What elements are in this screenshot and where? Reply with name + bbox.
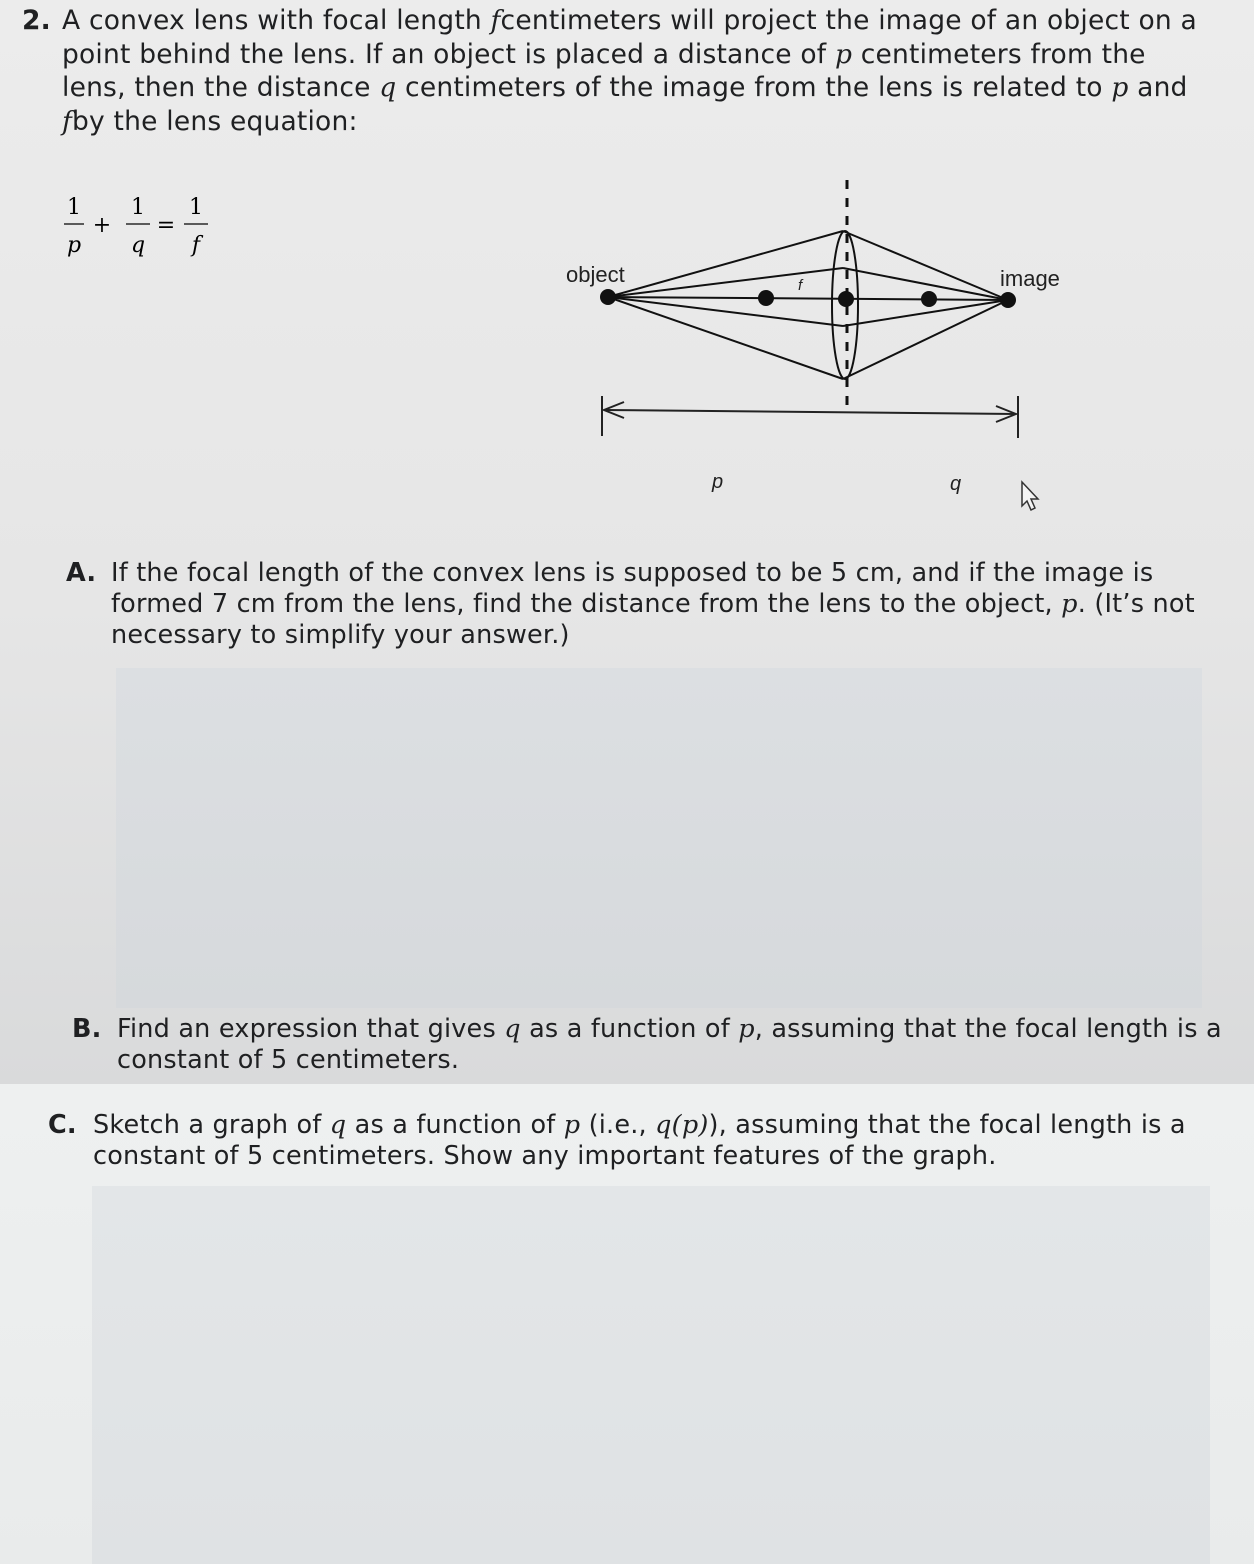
part-c-text-3: (i.e., bbox=[580, 1110, 656, 1140]
lens-diagram bbox=[560, 170, 1080, 520]
eq-equals: = bbox=[156, 213, 176, 238]
part-c bbox=[48, 1110, 1238, 1172]
intro-text-2: centimeters will project the image of an object on a point behind the lens. If an object is placed a distance of bbox=[62, 5, 1197, 70]
part-c-text bbox=[93, 1110, 1238, 1172]
part-c-var-qp: q(p) bbox=[655, 1110, 709, 1140]
var-f-2: f bbox=[62, 105, 73, 137]
eq-denominator-2: q bbox=[130, 233, 146, 258]
part-c-text-4: ), assuming that the focal length is a constant of 5 centimeters. Show any important features of the graph. bbox=[93, 1110, 1186, 1171]
part-a bbox=[66, 558, 1216, 651]
question-number: 2. bbox=[22, 5, 51, 36]
part-c-var-p: p bbox=[563, 1110, 581, 1140]
lens-equation bbox=[60, 186, 220, 266]
object-label: object bbox=[566, 262, 625, 287]
p-label: p bbox=[712, 471, 724, 493]
part-b-var-p: p bbox=[738, 1014, 755, 1044]
question-2 bbox=[22, 4, 1202, 138]
distance-line bbox=[604, 410, 1016, 414]
intro-text-5: and bbox=[1128, 72, 1188, 103]
part-c-letter: C. bbox=[48, 1110, 77, 1140]
eq-numerator-2: 1 bbox=[131, 195, 145, 220]
eq-numerator-3: 1 bbox=[189, 195, 203, 220]
focal-point-left bbox=[758, 290, 774, 306]
intro-text-3: centimeters from the lens, then the distance bbox=[62, 38, 1146, 103]
mouse-cursor-icon bbox=[1022, 482, 1038, 510]
image-point bbox=[1000, 292, 1016, 308]
eq-plus: + bbox=[92, 213, 112, 238]
q-label: q bbox=[950, 473, 962, 495]
focal-label: f bbox=[798, 277, 803, 294]
part-b-letter: B. bbox=[72, 1014, 102, 1044]
part-a-letter: A. bbox=[66, 558, 97, 588]
question-intro bbox=[62, 4, 1202, 138]
answer-box-a[interactable] bbox=[116, 668, 1202, 1008]
var-q: q bbox=[379, 72, 397, 103]
part-a-text bbox=[111, 558, 1216, 651]
part-c-text-2: as a function of bbox=[346, 1110, 564, 1140]
var-f: f bbox=[490, 5, 501, 36]
eq-numerator-1: 1 bbox=[67, 195, 81, 220]
light-rays bbox=[608, 231, 1008, 379]
var-p-2: p bbox=[1111, 72, 1129, 103]
intro-text-6: by the lens equation: bbox=[72, 105, 358, 137]
lens-center-point bbox=[838, 291, 854, 307]
part-b-text-3: , assuming that the focal length is a constant of 5 centimeters. bbox=[117, 1014, 1222, 1075]
part-a-text-2: . (It’s not necessary to simplify your answer.) bbox=[111, 589, 1195, 650]
var-p: p bbox=[834, 38, 853, 70]
part-a-var-p: p bbox=[1061, 589, 1078, 619]
part-b-text-1: Find an expression that gives bbox=[117, 1014, 505, 1044]
part-c-var-q: q bbox=[329, 1110, 347, 1140]
part-c-text-1: Sketch a graph of bbox=[93, 1110, 330, 1140]
focal-point-right bbox=[921, 291, 937, 307]
answer-box-c[interactable] bbox=[92, 1186, 1210, 1564]
part-b bbox=[72, 1014, 1222, 1076]
part-b-text-2: as a function of bbox=[520, 1014, 739, 1044]
object-point bbox=[600, 289, 616, 305]
intro-text-1: A convex lens with focal length bbox=[62, 5, 491, 36]
eq-denominator-3: f bbox=[191, 233, 201, 258]
part-b-text bbox=[117, 1014, 1222, 1076]
part-b-var-q: q bbox=[504, 1014, 521, 1044]
part-a-text-1: If the focal length of the convex lens is supposed to be 5 cm, and if the image is formed 7 cm from the lens, find the distance from the lens to the object, bbox=[111, 558, 1154, 619]
intro-text-4: centimeters of the image from the lens is related to bbox=[396, 72, 1112, 103]
eq-denominator-1: p bbox=[66, 233, 82, 258]
image-label: image bbox=[1000, 266, 1060, 291]
